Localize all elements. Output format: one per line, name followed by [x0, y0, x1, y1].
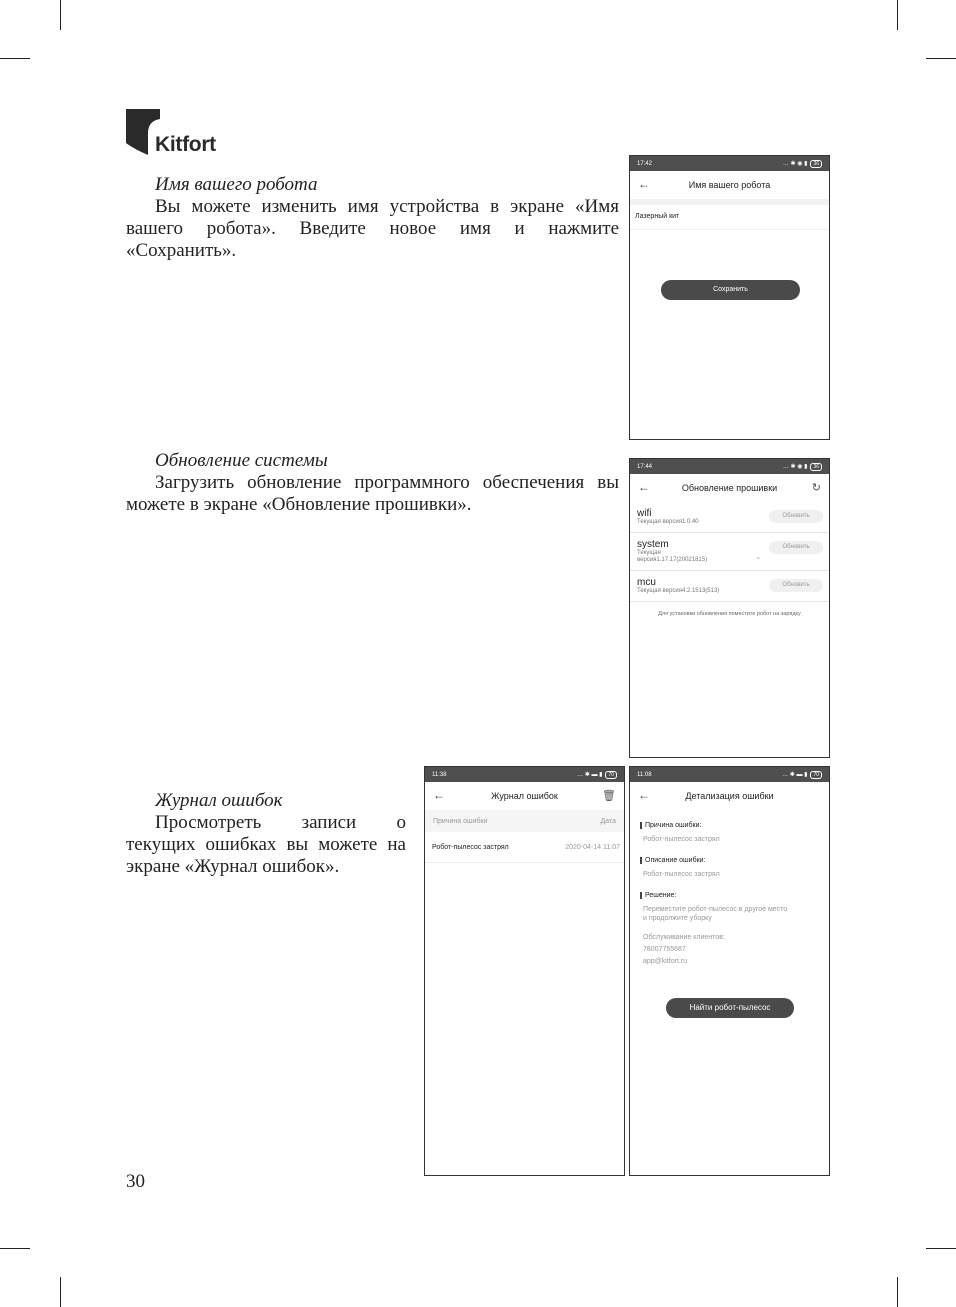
battery-icon: 36 — [810, 160, 822, 168]
update-button[interactable]: Обновить — [769, 510, 823, 523]
screen-title: Обновление прошивки — [681, 483, 778, 493]
section-title-system-update: Обновление системы — [155, 450, 328, 471]
crop-mark — [60, 0, 61, 30]
status-bar — [630, 767, 829, 782]
battery-icon: 36 — [810, 463, 822, 471]
battery-icon: 70 — [605, 771, 617, 779]
column-reason: Причина ошибки — [433, 817, 488, 825]
log-table-header — [425, 810, 624, 832]
back-arrow-icon[interactable]: ← — [433, 788, 445, 802]
chevron-down-icon[interactable]: ⌄ — [755, 554, 761, 561]
back-arrow-icon[interactable]: ← — [638, 177, 650, 191]
firmware-name: mcu — [637, 577, 656, 588]
firmware-item-wifi — [630, 502, 829, 533]
firmware-version: Текущая версия1.17.17(20021815) — [637, 550, 708, 563]
reason-label: Причина ошибки: — [640, 822, 829, 829]
crop-mark — [0, 58, 30, 59]
screenshot-firmware-update — [629, 458, 830, 758]
kitfort-logo — [126, 109, 236, 159]
signal-icon: … ✱ ◉ ▮ — [782, 464, 808, 470]
support-title: Обслуживание клиентов: — [643, 934, 725, 941]
page-number: 30 — [126, 1171, 145, 1192]
solution-value: Переместите робот-пылесос в другое место и продолжите уборку — [643, 906, 788, 922]
screen-title: Имя вашего робота — [688, 180, 771, 190]
column-date: Дата — [600, 817, 616, 825]
status-bar — [425, 767, 624, 782]
status-time: 17:44 — [637, 463, 653, 470]
app-bar — [425, 782, 624, 810]
crop-mark — [926, 1248, 956, 1249]
firmware-version: Текущая версия1.0.40 — [637, 519, 699, 525]
table-row[interactable] — [425, 832, 624, 863]
firmware-version: Текущая версия4.2.1513(513) — [637, 588, 720, 594]
reason-value: Робот-пылесос застрял — [643, 836, 720, 843]
save-button[interactable]: Сохранить — [661, 280, 800, 300]
description-label: Описание ошибки: — [640, 857, 829, 864]
signal-icon: … ✱ ▬ ▮ — [577, 772, 603, 778]
crop-mark — [897, 1277, 898, 1307]
find-robot-button[interactable]: Найти робот-пылесос — [666, 998, 794, 1018]
status-time: 11:08 — [637, 771, 652, 778]
status-bar — [630, 156, 829, 171]
support-phone: 78007755687 — [643, 946, 686, 953]
section-text-error-log: Просмотреть записи о текущих ошибках вы можете на экране «Журнал ошибок». — [126, 812, 406, 877]
logo-text: Kitfort — [155, 133, 216, 156]
app-bar — [630, 474, 829, 502]
update-button[interactable]: Обновить — [769, 579, 823, 592]
signal-icon: … ✱ ▬ ▮ — [782, 772, 808, 778]
section-text-system-update: Загрузить обновление программного обеспечения вы можете в экране «Обновление прошивки». — [126, 472, 619, 515]
back-arrow-icon[interactable]: ← — [638, 788, 650, 802]
firmware-item-system — [630, 533, 829, 571]
description-value: Робот-пылесос застрял — [643, 871, 720, 878]
crop-mark — [60, 1277, 61, 1307]
firmware-item-mcu — [630, 571, 829, 602]
error-date: 2020-04-14 11:07 — [565, 843, 620, 851]
firmware-name: wifi — [637, 508, 652, 519]
crop-mark — [0, 1248, 30, 1249]
section-title-robot-name: Имя вашего робота — [155, 174, 318, 195]
screen-title: Журнал ошибок — [491, 791, 558, 801]
refresh-icon[interactable]: ↻ — [811, 482, 821, 494]
screenshot-robot-name — [629, 155, 830, 440]
firmware-name: system — [637, 539, 669, 550]
trash-icon[interactable]: 🗑 — [602, 790, 616, 802]
section-text-robot-name: Вы можете изменить имя устройства в экране «Имя вашего робота». Введите новое имя и нажмите «Сохранить». — [126, 196, 619, 261]
robot-name-input[interactable]: Лазерный кит — [630, 199, 829, 230]
update-button[interactable]: Обновить — [769, 541, 823, 554]
crop-mark — [926, 58, 956, 59]
signal-icon: … ✱ ◉ ▮ — [782, 161, 808, 167]
section-title-error-log: Журнал ошибок — [155, 790, 283, 811]
charging-note: Для установки обновления поместите робот на зарядку — [658, 611, 801, 617]
screen-title: Детализация ошибки — [685, 791, 774, 801]
status-time: 11:38 — [432, 771, 447, 778]
back-arrow-icon[interactable]: ← — [638, 480, 650, 494]
app-bar — [630, 782, 829, 810]
screenshot-error-detail — [629, 766, 830, 1176]
battery-icon: 70 — [810, 771, 822, 779]
app-bar — [630, 171, 829, 199]
status-bar — [630, 459, 829, 474]
support-email: app@kitfort.ru — [643, 958, 688, 965]
solution-label: Решение: — [640, 892, 829, 899]
error-reason: Робот-пылесос застрял — [432, 843, 509, 851]
status-time: 17:42 — [637, 160, 653, 167]
screenshot-error-log — [424, 766, 625, 1176]
crop-mark — [897, 0, 898, 30]
